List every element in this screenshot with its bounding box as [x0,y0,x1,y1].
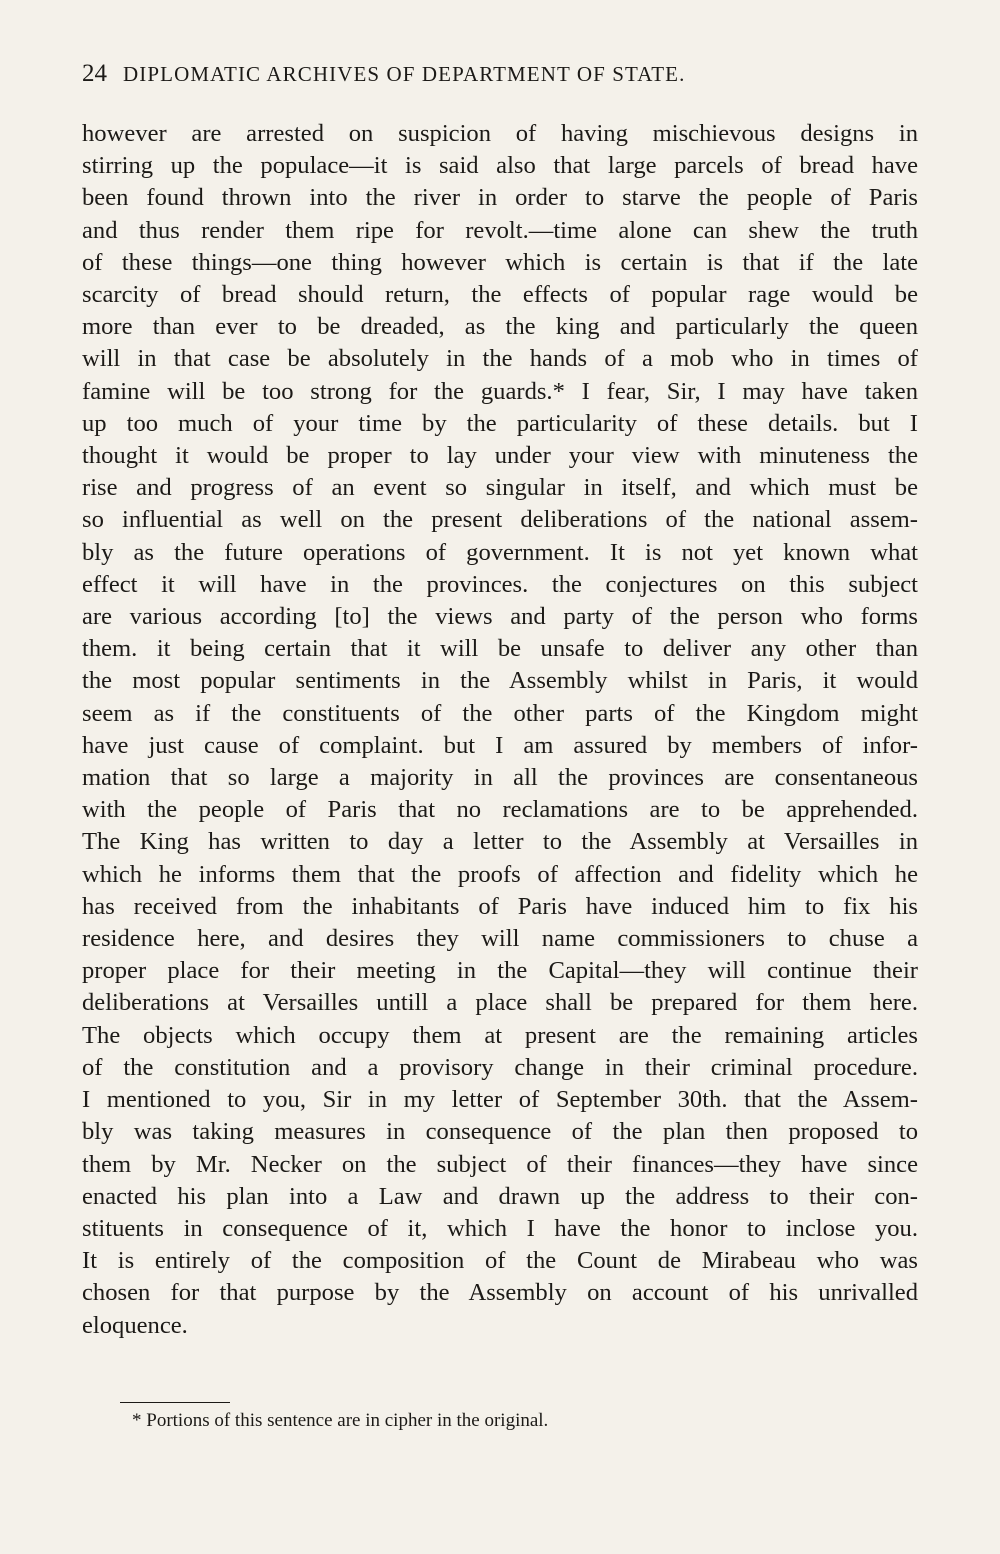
text-line: stituents in consequence of it, which I have the honor to inclose you. [82,1214,918,1242]
text-line: them. it being certain that it will be unsafe to deliver any other than [82,635,918,663]
text-line: deliberations at Versailles untill a place shall be prepared for them here. [82,989,918,1017]
text-line: more than ever to be dreaded, as the king and particularly the queen [82,313,918,341]
text-line: I mentioned to you, Sir in my letter of September 30th. that the Assem- [82,1086,918,1114]
text-line: been found thrown into the river in order to starve the people of Paris [82,184,918,212]
page-number: 24 [82,60,107,87]
text-line: famine will be too strong for the guards.* I fear, Sir, I may have taken [82,377,918,405]
text-line: seem as if the constituents of the other parts of the Kingdom might [82,699,918,727]
text-line: which he informs them that the proofs of affection and fidelity which he [82,860,918,888]
text-line: The objects which occupy them at present are the remaining articles [82,1021,918,1049]
body-text [82,118,918,1342]
text-line: has received from the inhabitants of Paris have induced him to fix his [82,892,918,920]
text-line: The King has written to day a letter to the Assembly at Versailles in [82,828,918,856]
text-line: scarcity of bread should return, the effects of popular rage would be [82,281,918,309]
text-line: eloquence. [82,1311,188,1339]
text-line: bly was taking measures in consequence of the plan then proposed to [82,1118,918,1146]
text-line: so influential as well on the present deliberations of the national assem- [82,506,918,534]
text-line: effect it will have in the provinces. the conjectures on this subject [82,570,918,598]
running-head [82,60,918,90]
text-line: have just cause of complaint. but I am assured by members of infor- [82,731,918,759]
text-line: enacted his plan into a Law and drawn up the address to their con- [82,1182,918,1210]
text-line: of these things—one thing however which is certain is that if the late [82,248,918,276]
text-line: and thus render them ripe for revolt.—time alone can shew the truth [82,216,918,244]
text-line: mation that so large a majority in all the provinces are consentaneous [82,764,918,792]
text-line: residence here, and desires they will name commissioners to chuse a [82,925,918,953]
text-line: thought it would be proper to lay under your view with minuteness the [82,442,918,470]
text-line: proper place for their meeting in the Capital—they will continue their [82,957,918,985]
text-line: of the constitution and a provisory change in their criminal procedure. [82,1053,918,1081]
text-line: bly as the future operations of government. It is not yet known what [82,538,918,566]
footnote-divider [120,1402,230,1403]
text-line: chosen for that purpose by the Assembly on account of his unrivalled [82,1279,918,1307]
text-line: It is entirely of the composition of the Count de Mirabeau who was [82,1247,918,1275]
document-page [82,0,918,1554]
text-line: rise and progress of an event so singular in itself, and which must be [82,474,918,502]
text-line: stirring up the populace—it is said also that large parcels of bread have [82,152,918,180]
text-line: up too much of your time by the particularity of these details. but I [82,409,918,437]
text-line: with the people of Paris that no reclamations are to be apprehended. [82,796,918,824]
text-line: them by Mr. Necker on the subject of their finances—they have since [82,1150,918,1178]
text-line: the most popular sentiments in the Assembly whilst in Paris, it would [82,667,918,695]
text-line: are various according [to] the views and party of the person who forms [82,603,918,631]
text-line: will in that case be absolutely in the hands of a mob who in times of [82,345,918,373]
running-title: DIPLOMATIC ARCHIVES OF DEPARTMENT OF STATE. [123,62,686,86]
footnote: * Portions of this sentence are in cipher in the original. [132,1410,549,1431]
text-line: however are arrested on suspicion of having mischievous designs in [82,120,918,147]
